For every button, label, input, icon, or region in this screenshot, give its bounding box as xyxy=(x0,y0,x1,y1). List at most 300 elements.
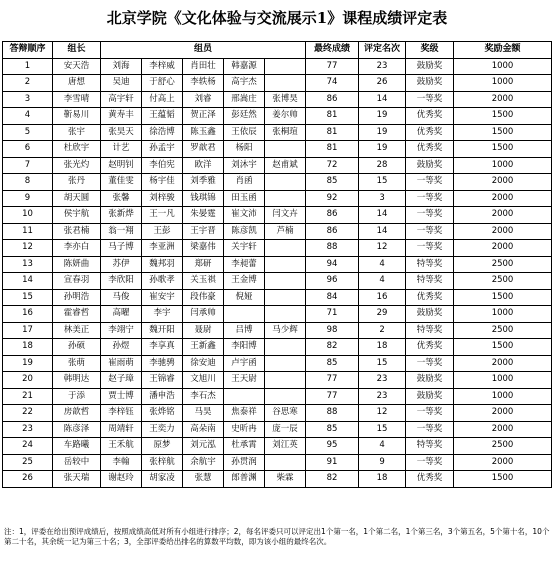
score-cell: 95 xyxy=(306,438,359,455)
table-row xyxy=(3,471,552,488)
award-cell: 一等奖 xyxy=(406,454,454,471)
member-cell xyxy=(265,273,306,290)
table-row xyxy=(3,306,552,323)
member-cell: 贺正泽 xyxy=(183,108,224,125)
leader-cell: 安天浩 xyxy=(53,58,101,75)
member-cell: 马子博 xyxy=(101,240,142,257)
score-cell: 86 xyxy=(306,91,359,108)
table-row xyxy=(3,339,552,356)
award-cell: 一等奖 xyxy=(406,207,454,224)
score-cell: 88 xyxy=(306,405,359,422)
leader-cell: 张光灼 xyxy=(53,157,101,174)
member-cell: 郎普渊 xyxy=(224,471,265,488)
order-cell: 21 xyxy=(3,388,53,405)
table-body xyxy=(3,58,552,487)
header-row xyxy=(3,42,552,59)
member-cell: 王依辰 xyxy=(224,124,265,141)
member-cell xyxy=(265,58,306,75)
member-cell: 余航宇 xyxy=(183,454,224,471)
member-cell: 张慧 xyxy=(183,471,224,488)
member-cell: 徐浩博 xyxy=(142,124,183,141)
rank-cell: 18 xyxy=(359,339,406,356)
member-cell xyxy=(265,339,306,356)
header-score: 最终成绩 xyxy=(306,42,359,59)
member-cell: 倪娅 xyxy=(224,289,265,306)
member-cell: 徐安迪 xyxy=(183,355,224,372)
member-cell xyxy=(265,289,306,306)
member-cell: 刘睿 xyxy=(183,91,224,108)
member-cell: 胡家凌 xyxy=(142,471,183,488)
amount-cell: 1000 xyxy=(454,157,552,174)
amount-cell: 2500 xyxy=(454,273,552,290)
leader-cell: 李雪晴 xyxy=(53,91,101,108)
leader-cell: 陈彦泽 xyxy=(53,421,101,438)
leader-cell: 岳较中 xyxy=(53,454,101,471)
leader-cell: 杜欣宇 xyxy=(53,141,101,158)
member-cell: 贾士博 xyxy=(101,388,142,405)
header-members: 组员 xyxy=(101,42,306,59)
member-cell: 黄寿丰 xyxy=(101,108,142,125)
member-cell: 史昕冉 xyxy=(224,421,265,438)
member-cell: 朱晏霆 xyxy=(183,207,224,224)
amount-cell: 1500 xyxy=(454,339,552,356)
amount-cell: 2000 xyxy=(454,240,552,257)
score-cell: 77 xyxy=(306,388,359,405)
amount-cell: 2000 xyxy=(454,454,552,471)
member-cell: 王奕力 xyxy=(142,421,183,438)
table-row xyxy=(3,174,552,191)
award-cell: 鼓励奖 xyxy=(406,372,454,389)
member-cell: 原梦 xyxy=(142,438,183,455)
award-cell: 优秀奖 xyxy=(406,108,454,125)
table-row xyxy=(3,91,552,108)
member-cell: 李享真 xyxy=(142,339,183,356)
score-cell: 82 xyxy=(306,339,359,356)
member-cell: 刘季雅 xyxy=(183,174,224,191)
member-cell: 周靖轩 xyxy=(101,421,142,438)
member-cell: 邢嵩庄 xyxy=(224,91,265,108)
award-cell: 优秀奖 xyxy=(406,339,454,356)
table-row xyxy=(3,289,552,306)
rank-cell: 4 xyxy=(359,273,406,290)
leader-cell: 唐想 xyxy=(53,75,101,92)
amount-cell: 1000 xyxy=(454,306,552,323)
member-cell: 李宇 xyxy=(142,306,183,323)
member-cell: 张昊天 xyxy=(101,124,142,141)
footnote: 注：1，评委在给出预评成绩后，按照成绩高低对所有小组进行排序；2，每名评委只可以评定出1个第一名，1个第二名，1个第三名，3个第五名，5个第十名，10个第二十名，其余统一记为第三十名；3，全部评委给出排名的算数平均数，即为该小组的最终名次。 xyxy=(4,527,550,546)
amount-cell: 1500 xyxy=(454,141,552,158)
award-cell: 鼓励奖 xyxy=(406,306,454,323)
amount-cell: 1000 xyxy=(454,58,552,75)
member-cell: 肖函 xyxy=(224,174,265,191)
member-cell: 张新烨 xyxy=(101,207,142,224)
rank-cell: 12 xyxy=(359,405,406,422)
table-row xyxy=(3,355,552,372)
leader-cell: 李亦白 xyxy=(53,240,101,257)
member-cell: 高宇杰 xyxy=(224,75,265,92)
member-cell: 李石杰 xyxy=(183,388,224,405)
order-cell: 25 xyxy=(3,454,53,471)
member-cell: 孙贯润 xyxy=(224,454,265,471)
member-cell: 潘申浩 xyxy=(142,388,183,405)
member-cell: 关玉祺 xyxy=(183,273,224,290)
member-cell: 李梓钰 xyxy=(101,405,142,422)
order-cell: 11 xyxy=(3,223,53,240)
member-cell: 李亚洲 xyxy=(142,240,183,257)
rank-cell: 14 xyxy=(359,91,406,108)
member-cell: 杨阳 xyxy=(224,141,265,158)
rank-cell: 23 xyxy=(359,372,406,389)
member-cell: 陈彦凯 xyxy=(224,223,265,240)
table-row xyxy=(3,75,552,92)
member-cell: 郑研 xyxy=(183,256,224,273)
table-row xyxy=(3,405,552,422)
amount-cell: 2000 xyxy=(454,223,552,240)
award-cell: 特等奖 xyxy=(406,273,454,290)
member-cell: 李欣阳 xyxy=(101,273,142,290)
member-cell: 李轶杨 xyxy=(183,75,224,92)
award-cell: 鼓励奖 xyxy=(406,388,454,405)
member-cell: 翁一翔 xyxy=(101,223,142,240)
order-cell: 5 xyxy=(3,124,53,141)
member-cell: 吕博 xyxy=(224,322,265,339)
member-cell: 崔文沛 xyxy=(224,207,265,224)
member-cell: 张烨铭 xyxy=(142,405,183,422)
leader-cell: 于添 xyxy=(53,388,101,405)
award-cell: 一等奖 xyxy=(406,421,454,438)
member-cell: 刘沐宇 xyxy=(224,157,265,174)
rank-cell: 19 xyxy=(359,141,406,158)
order-cell: 15 xyxy=(3,289,53,306)
table-row xyxy=(3,273,552,290)
rank-cell: 19 xyxy=(359,108,406,125)
award-cell: 一等奖 xyxy=(406,223,454,240)
score-cell: 81 xyxy=(306,108,359,125)
leader-cell: 张天瑞 xyxy=(53,471,101,488)
member-cell: 欧洋 xyxy=(183,157,224,174)
order-cell: 6 xyxy=(3,141,53,158)
amount-cell: 2000 xyxy=(454,207,552,224)
member-cell: 王蕴韬 xyxy=(142,108,183,125)
amount-cell: 2500 xyxy=(454,256,552,273)
score-cell: 85 xyxy=(306,174,359,191)
rank-cell: 23 xyxy=(359,388,406,405)
member-cell: 马少辉 xyxy=(265,322,306,339)
table-row xyxy=(3,190,552,207)
order-cell: 20 xyxy=(3,372,53,389)
member-cell: 李昶蕾 xyxy=(224,256,265,273)
member-cell xyxy=(265,372,306,389)
score-cell: 88 xyxy=(306,240,359,257)
member-cell: 梁嘉伟 xyxy=(183,240,224,257)
order-cell: 4 xyxy=(3,108,53,125)
rank-cell: 2 xyxy=(359,322,406,339)
award-cell: 优秀奖 xyxy=(406,289,454,306)
rank-cell: 18 xyxy=(359,471,406,488)
rank-cell: 4 xyxy=(359,438,406,455)
score-cell: 84 xyxy=(306,289,359,306)
table-row xyxy=(3,207,552,224)
member-cell xyxy=(265,141,306,158)
member-cell: 王宇晋 xyxy=(183,223,224,240)
member-cell: 姜尔帅 xyxy=(265,108,306,125)
score-cell: 96 xyxy=(306,273,359,290)
rank-cell: 23 xyxy=(359,58,406,75)
member-cell: 田玉函 xyxy=(224,190,265,207)
member-cell xyxy=(265,174,306,191)
award-cell: 特等奖 xyxy=(406,256,454,273)
amount-cell: 2500 xyxy=(454,438,552,455)
amount-cell: 1500 xyxy=(454,108,552,125)
member-cell: 关宇轩 xyxy=(224,240,265,257)
order-cell: 1 xyxy=(3,58,53,75)
member-cell: 钱琪锦 xyxy=(183,190,224,207)
score-cell: 77 xyxy=(306,58,359,75)
score-table xyxy=(2,41,552,488)
member-cell: 李梓威 xyxy=(142,58,183,75)
member-cell: 王天尉 xyxy=(224,372,265,389)
member-cell xyxy=(265,75,306,92)
member-cell xyxy=(265,454,306,471)
amount-cell: 1000 xyxy=(454,388,552,405)
award-cell: 一等奖 xyxy=(406,190,454,207)
order-cell: 8 xyxy=(3,174,53,191)
rank-cell: 15 xyxy=(359,174,406,191)
member-cell xyxy=(265,240,306,257)
member-cell: 高朵南 xyxy=(183,421,224,438)
order-cell: 22 xyxy=(3,405,53,422)
member-cell: 闫承帅 xyxy=(183,306,224,323)
member-cell: 付高上 xyxy=(142,91,183,108)
leader-cell: 孙硕 xyxy=(53,339,101,356)
member-cell: 王金博 xyxy=(224,273,265,290)
member-cell: 高宇轩 xyxy=(101,91,142,108)
award-cell: 一等奖 xyxy=(406,91,454,108)
amount-cell: 1000 xyxy=(454,372,552,389)
member-cell: 孙孟宇 xyxy=(142,141,183,158)
award-cell: 一等奖 xyxy=(406,174,454,191)
order-cell: 24 xyxy=(3,438,53,455)
member-cell: 张馨 xyxy=(101,190,142,207)
award-cell: 鼓励奖 xyxy=(406,157,454,174)
header-leader: 组长 xyxy=(53,42,101,59)
rank-cell: 15 xyxy=(359,355,406,372)
score-cell: 94 xyxy=(306,256,359,273)
member-cell: 高曜 xyxy=(101,306,142,323)
amount-cell: 1500 xyxy=(454,289,552,306)
header-order: 答辩顺序 xyxy=(3,42,53,59)
order-cell: 19 xyxy=(3,355,53,372)
award-cell: 优秀奖 xyxy=(406,124,454,141)
member-cell: 孙煜 xyxy=(101,339,142,356)
member-cell: 张桐瑄 xyxy=(265,124,306,141)
amount-cell: 2000 xyxy=(454,405,552,422)
leader-cell: 靳易川 xyxy=(53,108,101,125)
member-cell: 王彭 xyxy=(142,223,183,240)
member-cell: 杨宇佳 xyxy=(142,174,183,191)
member-cell: 王一凡 xyxy=(142,207,183,224)
member-cell: 芦楠 xyxy=(265,223,306,240)
member-cell xyxy=(265,355,306,372)
award-cell: 鼓励奖 xyxy=(406,58,454,75)
member-cell xyxy=(265,388,306,405)
leader-cell: 房歆哲 xyxy=(53,405,101,422)
table-row xyxy=(3,372,552,389)
rank-cell: 4 xyxy=(359,256,406,273)
award-cell: 优秀奖 xyxy=(406,471,454,488)
table-row xyxy=(3,223,552,240)
score-cell: 85 xyxy=(306,421,359,438)
table-row xyxy=(3,322,552,339)
score-cell: 71 xyxy=(306,306,359,323)
score-cell: 81 xyxy=(306,141,359,158)
score-cell: 82 xyxy=(306,471,359,488)
order-cell: 10 xyxy=(3,207,53,224)
order-cell: 16 xyxy=(3,306,53,323)
score-cell: 72 xyxy=(306,157,359,174)
member-cell: 赵明钊 xyxy=(101,157,142,174)
table-row xyxy=(3,58,552,75)
member-cell: 王禾航 xyxy=(101,438,142,455)
leader-cell: 侯宇航 xyxy=(53,207,101,224)
order-cell: 13 xyxy=(3,256,53,273)
score-cell: 86 xyxy=(306,207,359,224)
rank-cell: 19 xyxy=(359,124,406,141)
score-cell: 85 xyxy=(306,355,359,372)
member-cell: 庞一辰 xyxy=(265,421,306,438)
leader-cell: 林美正 xyxy=(53,322,101,339)
award-cell: 鼓励奖 xyxy=(406,75,454,92)
leader-cell: 张宇 xyxy=(53,124,101,141)
award-cell: 优秀奖 xyxy=(406,141,454,158)
member-cell: 李翊宁 xyxy=(101,322,142,339)
amount-cell: 2000 xyxy=(454,174,552,191)
table-row xyxy=(3,240,552,257)
member-cell: 董佳雯 xyxy=(101,174,142,191)
member-cell: 魏开阳 xyxy=(142,322,183,339)
order-cell: 2 xyxy=(3,75,53,92)
award-cell: 一等奖 xyxy=(406,240,454,257)
member-cell: 赵子璋 xyxy=(101,372,142,389)
table-row xyxy=(3,421,552,438)
table-row xyxy=(3,388,552,405)
member-cell: 魏邦羽 xyxy=(142,256,183,273)
leader-cell: 陈妍曲 xyxy=(53,256,101,273)
member-cell xyxy=(265,306,306,323)
member-cell: 张博昊 xyxy=(265,91,306,108)
score-cell: 77 xyxy=(306,372,359,389)
order-cell: 14 xyxy=(3,273,53,290)
table-row xyxy=(3,438,552,455)
member-cell xyxy=(224,306,265,323)
member-cell: 吴迪 xyxy=(101,75,142,92)
member-cell: 段伟豪 xyxy=(183,289,224,306)
order-cell: 23 xyxy=(3,421,53,438)
score-cell: 86 xyxy=(306,223,359,240)
leader-cell: 宣春羽 xyxy=(53,273,101,290)
order-cell: 12 xyxy=(3,240,53,257)
award-cell: 特等奖 xyxy=(406,438,454,455)
amount-cell: 2500 xyxy=(454,322,552,339)
member-cell: 肖田壮 xyxy=(183,58,224,75)
score-cell: 98 xyxy=(306,322,359,339)
member-cell: 柴霖 xyxy=(265,471,306,488)
member-cell: 谢赵玲 xyxy=(101,471,142,488)
table-row xyxy=(3,157,552,174)
leader-cell: 张君楠 xyxy=(53,223,101,240)
member-cell: 彭廷然 xyxy=(224,108,265,125)
order-cell: 26 xyxy=(3,471,53,488)
award-cell: 一等奖 xyxy=(406,405,454,422)
score-cell: 92 xyxy=(306,190,359,207)
member-cell: 谷思寒 xyxy=(265,405,306,422)
leader-cell: 孙明浩 xyxy=(53,289,101,306)
member-cell xyxy=(265,256,306,273)
member-cell: 张梓航 xyxy=(142,454,183,471)
rank-cell: 15 xyxy=(359,421,406,438)
score-cell: 91 xyxy=(306,454,359,471)
member-cell: 陈玉鑫 xyxy=(183,124,224,141)
member-cell xyxy=(224,388,265,405)
rank-cell: 28 xyxy=(359,157,406,174)
member-cell: 聂尉 xyxy=(183,322,224,339)
leader-cell: 胡天圆 xyxy=(53,190,101,207)
member-cell: 于舒心 xyxy=(142,75,183,92)
member-cell: 崔雨萌 xyxy=(101,355,142,372)
member-cell: 焦泰祥 xyxy=(224,405,265,422)
amount-cell: 1000 xyxy=(454,75,552,92)
table-row xyxy=(3,141,552,158)
table-row xyxy=(3,256,552,273)
table-row xyxy=(3,454,552,471)
member-cell: 李翰 xyxy=(101,454,142,471)
member-cell: 马昊 xyxy=(183,405,224,422)
amount-cell: 1500 xyxy=(454,124,552,141)
rank-cell: 12 xyxy=(359,240,406,257)
member-cell: 杜承霄 xyxy=(224,438,265,455)
member-cell: 王新鑫 xyxy=(183,339,224,356)
member-cell xyxy=(265,190,306,207)
order-cell: 3 xyxy=(3,91,53,108)
member-cell: 李驰骋 xyxy=(142,355,183,372)
rank-cell: 3 xyxy=(359,190,406,207)
rank-cell: 26 xyxy=(359,75,406,92)
member-cell: 刘元泓 xyxy=(183,438,224,455)
table-row xyxy=(3,108,552,125)
rank-cell: 9 xyxy=(359,454,406,471)
leader-cell: 霍睿哲 xyxy=(53,306,101,323)
amount-cell: 2000 xyxy=(454,190,552,207)
member-cell: 马俊 xyxy=(101,289,142,306)
member-cell: 苏伊 xyxy=(101,256,142,273)
member-cell: 文旭川 xyxy=(183,372,224,389)
rank-cell: 14 xyxy=(359,223,406,240)
member-cell: 李阳博 xyxy=(224,339,265,356)
rank-cell: 16 xyxy=(359,289,406,306)
order-cell: 9 xyxy=(3,190,53,207)
order-cell: 18 xyxy=(3,339,53,356)
leader-cell: 车路曦 xyxy=(53,438,101,455)
header-award: 奖级 xyxy=(406,42,454,59)
member-cell: 刘海 xyxy=(101,58,142,75)
award-cell: 特等奖 xyxy=(406,322,454,339)
member-cell: 李伯宪 xyxy=(142,157,183,174)
order-cell: 7 xyxy=(3,157,53,174)
score-cell: 74 xyxy=(306,75,359,92)
member-cell: 刘梓骏 xyxy=(142,190,183,207)
amount-cell: 2000 xyxy=(454,421,552,438)
award-cell: 一等奖 xyxy=(406,355,454,372)
